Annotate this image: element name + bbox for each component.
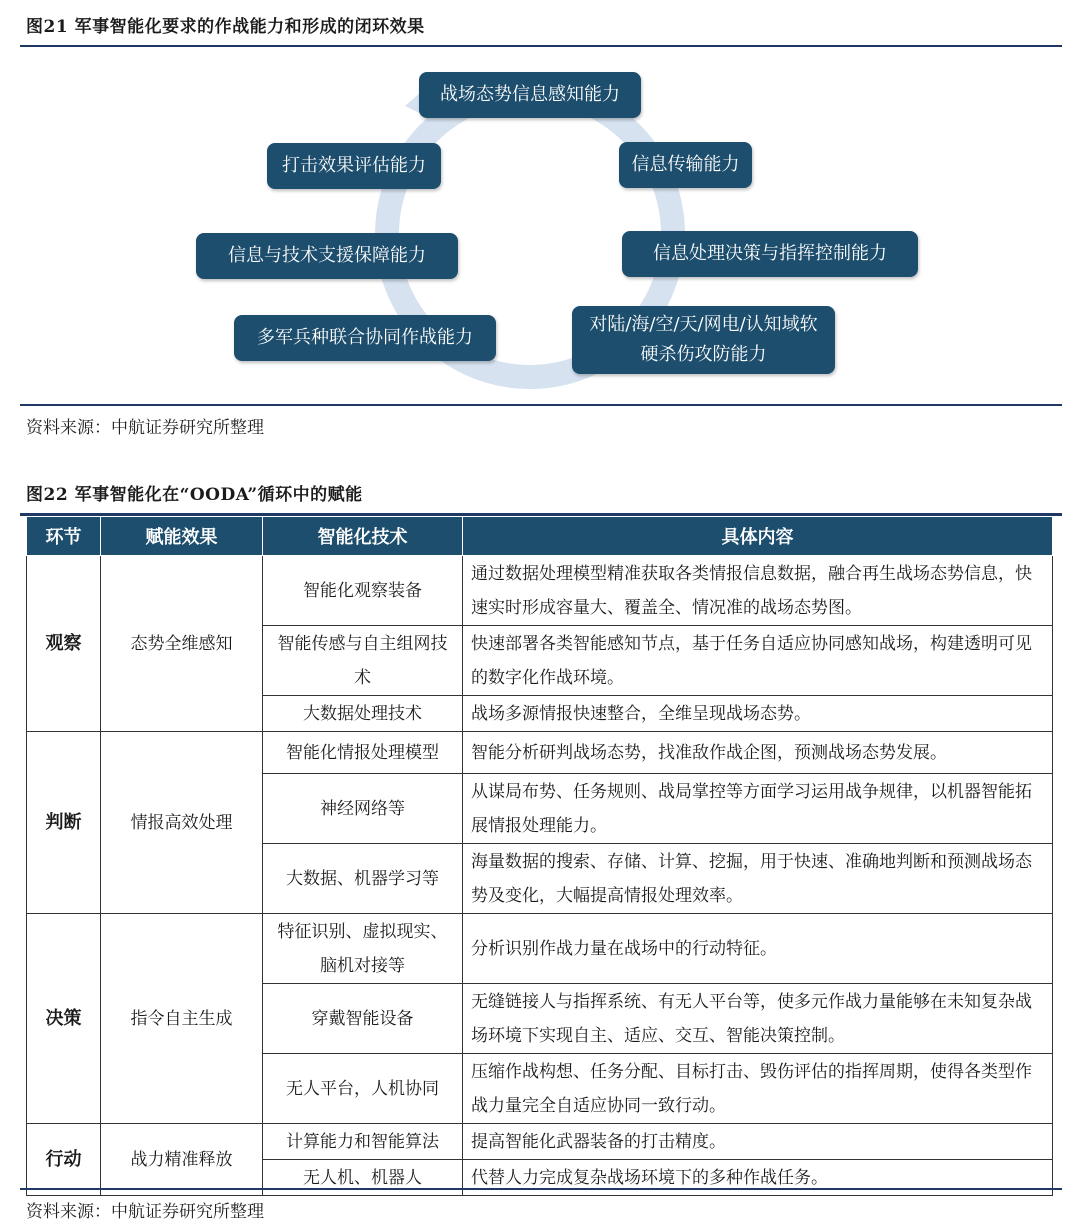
figure21-top-rule xyxy=(20,45,1062,47)
figure21-source: 资料来源：中航证券研究所整理 xyxy=(26,418,264,438)
content-cell: 智能分析研判战场态势，找准敌作战企图，预测战场态势发展。 xyxy=(463,732,1053,774)
figure21-bottom-rule xyxy=(20,404,1062,406)
figure22-bottom-rule xyxy=(20,1188,1062,1190)
effect-decide: 指令自主生成 xyxy=(101,914,263,1124)
table-row xyxy=(27,732,1053,774)
header-content: 具体内容 xyxy=(463,517,1053,556)
node-situation-awareness: 战场态势信息感知能力 xyxy=(419,72,641,118)
ooda-table xyxy=(26,516,1053,1196)
node-joint-operations: 多军兵种联合协同作战能力 xyxy=(234,315,496,361)
header-effect: 赋能效果 xyxy=(101,517,263,556)
closed-loop-diagram xyxy=(0,48,1080,404)
content-cell: 无缝链接人与指挥系统、有无人平台等，使多元作战力量能够在未知复杂战场环境下实现自主、适应、交互、智能决策控制。 xyxy=(463,984,1053,1054)
node-info-transmission: 信息传输能力 xyxy=(619,142,752,188)
content-cell: 战场多源情报快速整合，全维呈现战场态势。 xyxy=(463,696,1053,732)
header-tech: 智能化技术 xyxy=(263,517,463,556)
figure22-source: 资料来源：中航证券研究所整理 xyxy=(26,1202,264,1222)
figure21-title: 图21 军事智能化要求的作战能力和形成的闭环效果 xyxy=(26,17,425,37)
content-cell: 从谋局布势、任务规则、战局掌控等方面学习运用战争规律，以机器智能拓展情报处理能力。 xyxy=(463,774,1053,844)
header-stage: 环节 xyxy=(27,517,101,556)
tech-cell: 智能化情报处理模型 xyxy=(263,732,463,774)
tech-cell: 特征识别、虚拟现实、脑机对接等 xyxy=(263,914,463,984)
tech-cell: 智能传感与自主组网技术 xyxy=(263,626,463,696)
node-decision-command: 信息处理决策与指挥控制能力 xyxy=(622,231,918,277)
node-strike-assessment: 打击效果评估能力 xyxy=(267,143,441,189)
tech-cell: 无人平台，人机协同 xyxy=(263,1054,463,1124)
table-row xyxy=(27,556,1053,626)
effect-observe: 态势全维感知 xyxy=(101,556,263,732)
table-row xyxy=(27,1124,1053,1160)
stage-act: 行动 xyxy=(27,1124,101,1196)
content-cell: 分析识别作战力量在战场中的行动特征。 xyxy=(463,914,1053,984)
content-cell: 通过数据处理模型精准获取各类情报信息数据，融合再生战场态势信息，快速实时形成容量大、覆盖全、情况准的战场态势图。 xyxy=(463,556,1053,626)
node-multi-domain-attack-defense: 对陆/海/空/天/网电/认知域软 硬杀伤攻防能力 xyxy=(572,306,835,374)
tech-cell: 大数据处理技术 xyxy=(263,696,463,732)
figure22-title: 图22 军事智能化在“OODA”循环中的赋能 xyxy=(26,485,363,505)
content-cell: 代替人力完成复杂战场环境下的多种作战任务。 xyxy=(463,1160,1053,1196)
effect-orient: 情报高效处理 xyxy=(101,732,263,914)
tech-cell: 计算能力和智能算法 xyxy=(263,1124,463,1160)
table-row xyxy=(27,914,1053,984)
tech-cell: 神经网络等 xyxy=(263,774,463,844)
content-cell: 压缩作战构想、任务分配、目标打击、毁伤评估的指挥周期，使得各类型作战力量完全自适应协同一致行动。 xyxy=(463,1054,1053,1124)
content-cell: 海量数据的搜索、存储、计算、挖掘，用于快速、准确地判断和预测战场态势及变化，大幅提高情报处理效率。 xyxy=(463,844,1053,914)
effect-act: 战力精准释放 xyxy=(101,1124,263,1196)
table-header-row xyxy=(27,517,1053,556)
tech-cell: 无人机、机器人 xyxy=(263,1160,463,1196)
stage-orient: 判断 xyxy=(27,732,101,914)
content-cell: 提高智能化武器装备的打击精度。 xyxy=(463,1124,1053,1160)
tech-cell: 智能化观察装备 xyxy=(263,556,463,626)
stage-decide: 决策 xyxy=(27,914,101,1124)
stage-observe: 观察 xyxy=(27,556,101,732)
tech-cell: 穿戴智能设备 xyxy=(263,984,463,1054)
tech-cell: 大数据、机器学习等 xyxy=(263,844,463,914)
content-cell: 快速部署各类智能感知节点，基于任务自适应协同感知战场，构建透明可见的数字化作战环境。 xyxy=(463,626,1053,696)
node-support-assurance: 信息与技术支援保障能力 xyxy=(196,233,458,279)
